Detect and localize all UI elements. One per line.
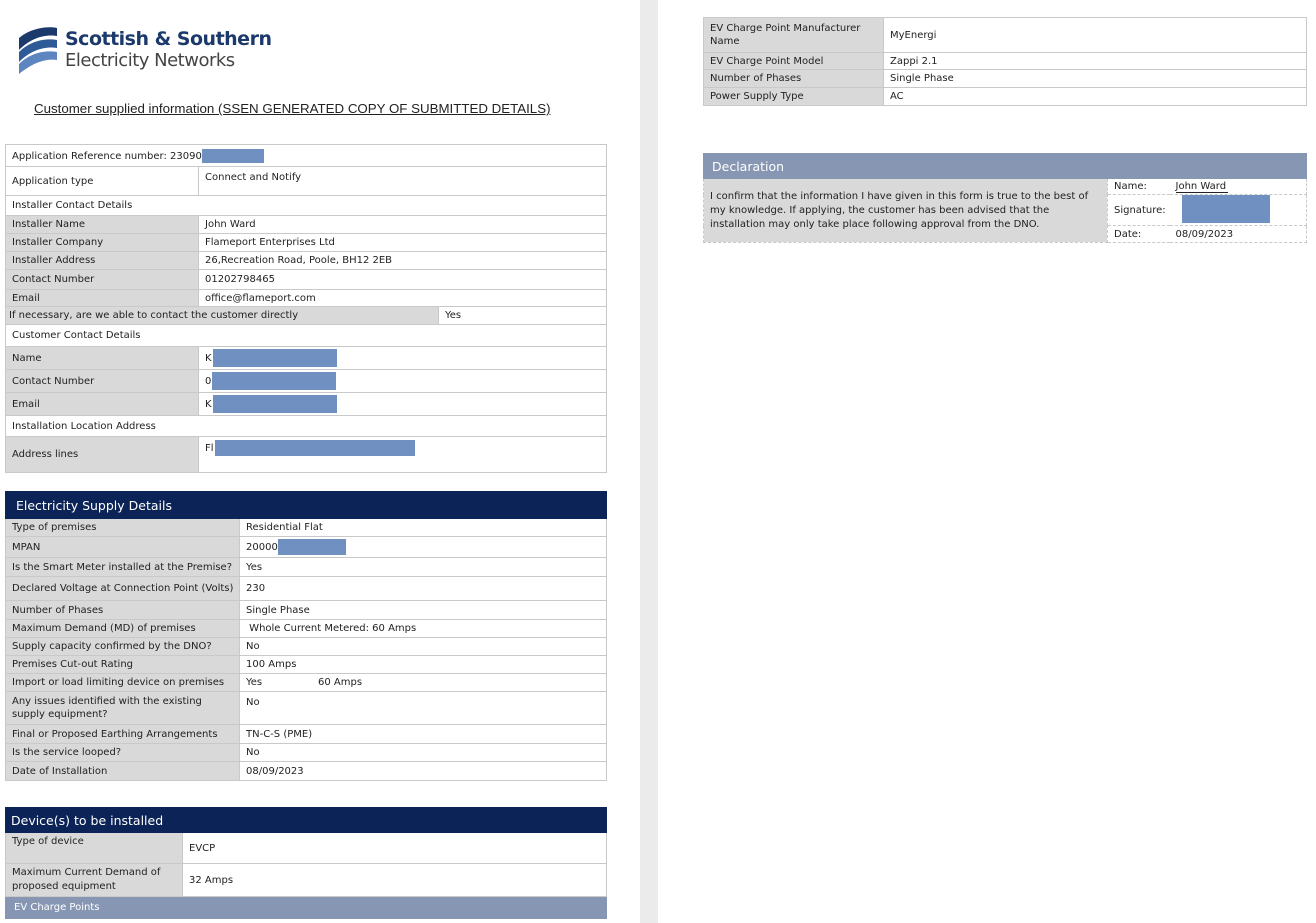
supply-row-value: 08/09/2023 [240,762,607,781]
customer-email-value [199,393,607,416]
supply-row-label: Declared Voltage at Connection Point (Volts) [6,577,240,601]
redaction-block [212,372,336,390]
ev-manufacturer-value: MyEnergi [884,18,1307,53]
ev-charge-points-header: EV Charge Points [6,897,607,919]
ev-model-label: EV Charge Point Model [704,53,884,70]
installer-contact-number-value: 01202798465 [199,270,607,290]
supply-row-value: 100 Amps [240,656,607,674]
declaration-date-label: Date: [1108,226,1170,243]
declaration-date-value: 08/09/2023 [1170,226,1307,243]
customer-section-heading: Customer Contact Details [6,325,607,347]
declaration-name-text: John Ward [1175,181,1227,192]
declaration-text: I confirm that the information I have given in this form is true to the best of my knowledge. If applying, the customer has been advised that the installation may only take place following approval from the DNO. [704,179,1108,243]
customer-contact-number-value [199,370,607,393]
supply-row-label: Supply capacity confirmed by the DNO? [6,638,240,656]
supply-row-value: Residential Flat [240,519,607,537]
supply-row-label: Any issues identified with the existing supply equipment? [6,692,240,725]
supply-row-label: Premises Cut-out Rating [6,656,240,674]
supply-table [5,491,607,781]
address-lines-label: Address lines [6,437,199,473]
installer-contact-number-label: Contact Number [6,270,199,290]
page-gutter [640,0,660,923]
application-ref-cell [6,145,607,167]
device-type-value: EVCP [183,833,607,864]
application-table [5,144,607,473]
supply-row-value: Single Phase [240,601,607,620]
installer-section-heading: Installer Contact Details [6,196,607,216]
customer-name-label: Name [6,347,199,370]
customer-contact-number-label: Contact Number [6,370,199,393]
supply-row-value: No [240,744,607,762]
redaction-block [213,395,337,413]
max-current-demand-label: Maximum Current Demand of proposed equipment [6,864,183,897]
ev-phases-value: Single Phase [884,70,1307,88]
supply-row-label: Type of premises [6,519,240,537]
address-lines-text: Fl [205,443,214,454]
limiting-device-answer: Yes [246,677,263,688]
supply-row-value: Yes [240,558,607,577]
installer-email-value: office@flameport.com [199,290,607,307]
page-title: Customer supplied information (SSEN GENERATED COPY OF SUBMITTED DETAILS) [34,101,551,116]
installer-company-label: Installer Company [6,234,199,252]
redaction-block [215,440,415,456]
ev-power-supply-value: AC [884,88,1307,106]
redaction-block [202,149,264,163]
ev-power-supply-label: Power Supply Type [704,88,884,106]
mpan-text: 20000 [246,542,278,553]
ssen-logo [17,24,272,80]
supply-row-label: Maximum Demand (MD) of premises [6,620,240,638]
supply-row-label: Import or load limiting device on premises [6,674,240,692]
declaration-header: Declaration [704,154,1307,179]
supply-row-value: No [240,638,607,656]
supply-row-label: Is the Smart Meter installed at the Premise? [6,558,240,577]
ssen-logo-icon [17,24,61,76]
logo-line2: Electricity Networks [65,50,235,71]
redaction-block [278,539,346,555]
customer-email-label: Email [6,393,199,416]
max-current-demand-value: 32 Amps [183,864,607,897]
ev-model-value: Zappi 2.1 [884,53,1307,70]
installer-address-label: Installer Address [6,252,199,270]
installer-company-value: Flameport Enterprises Ltd [199,234,607,252]
supply-row-label: Final or Proposed Earthing Arrangements [6,725,240,744]
device-type-label: Type of device [6,833,183,864]
customer-name-value [199,347,607,370]
supply-header: Electricity Supply Details [6,492,607,519]
devices-table [5,807,607,919]
devices-header: Device(s) to be installed [6,808,607,833]
document-page-right [658,0,1316,923]
supply-row-value: No [240,692,607,725]
declaration-signature-value [1170,195,1307,226]
declaration-name-value [1170,179,1307,195]
application-ref-label: Application Reference number: 23090 [12,150,202,162]
supply-row-value [240,537,607,558]
redaction-block [1182,195,1270,224]
address-lines-value [199,437,607,473]
supply-row-value: 230 [240,577,607,601]
ev-details-table [703,17,1307,106]
supply-row-value: TN-C-S (PME) [240,725,607,744]
installer-address-value: 26,Recreation Road, Poole, BH12 2EB [199,252,607,270]
installer-email-label: Email [6,290,199,307]
customer-name-text: K [205,353,212,364]
application-type-label: Application type [6,167,199,196]
installer-name-label: Installer Name [6,216,199,234]
supply-row-value: Whole Current Metered: 60 Amps [240,620,607,638]
redaction-block [213,349,337,367]
customer-email-text: K [205,399,212,410]
declaration-name-label: Name: [1108,179,1170,195]
supply-row-label: Number of Phases [6,601,240,620]
declaration-signature-label: Signature: [1108,195,1170,226]
ev-phases-label: Number of Phases [704,70,884,88]
logo-line1: Scottish & Southern [65,28,272,50]
location-section-heading: Installation Location Address [6,416,607,437]
supply-row-value [240,674,607,692]
contact-question-answer: Yes [439,307,607,325]
customer-contact-number-text: 0 [205,376,212,387]
application-type-value: Connect and Notify [199,167,607,196]
supply-row-label: MPAN [6,537,240,558]
declaration-table [703,153,1307,243]
contact-question-label: If necessary, are we able to contact the customer directly [6,307,439,325]
supply-row-label: Is the service looped? [6,744,240,762]
installer-name-value: John Ward [199,216,607,234]
supply-row-label: Date of Installation [6,762,240,781]
ev-manufacturer-label: EV Charge Point Manufacturer Name [704,18,884,53]
limiting-device-rating: 60 Amps [318,677,363,688]
